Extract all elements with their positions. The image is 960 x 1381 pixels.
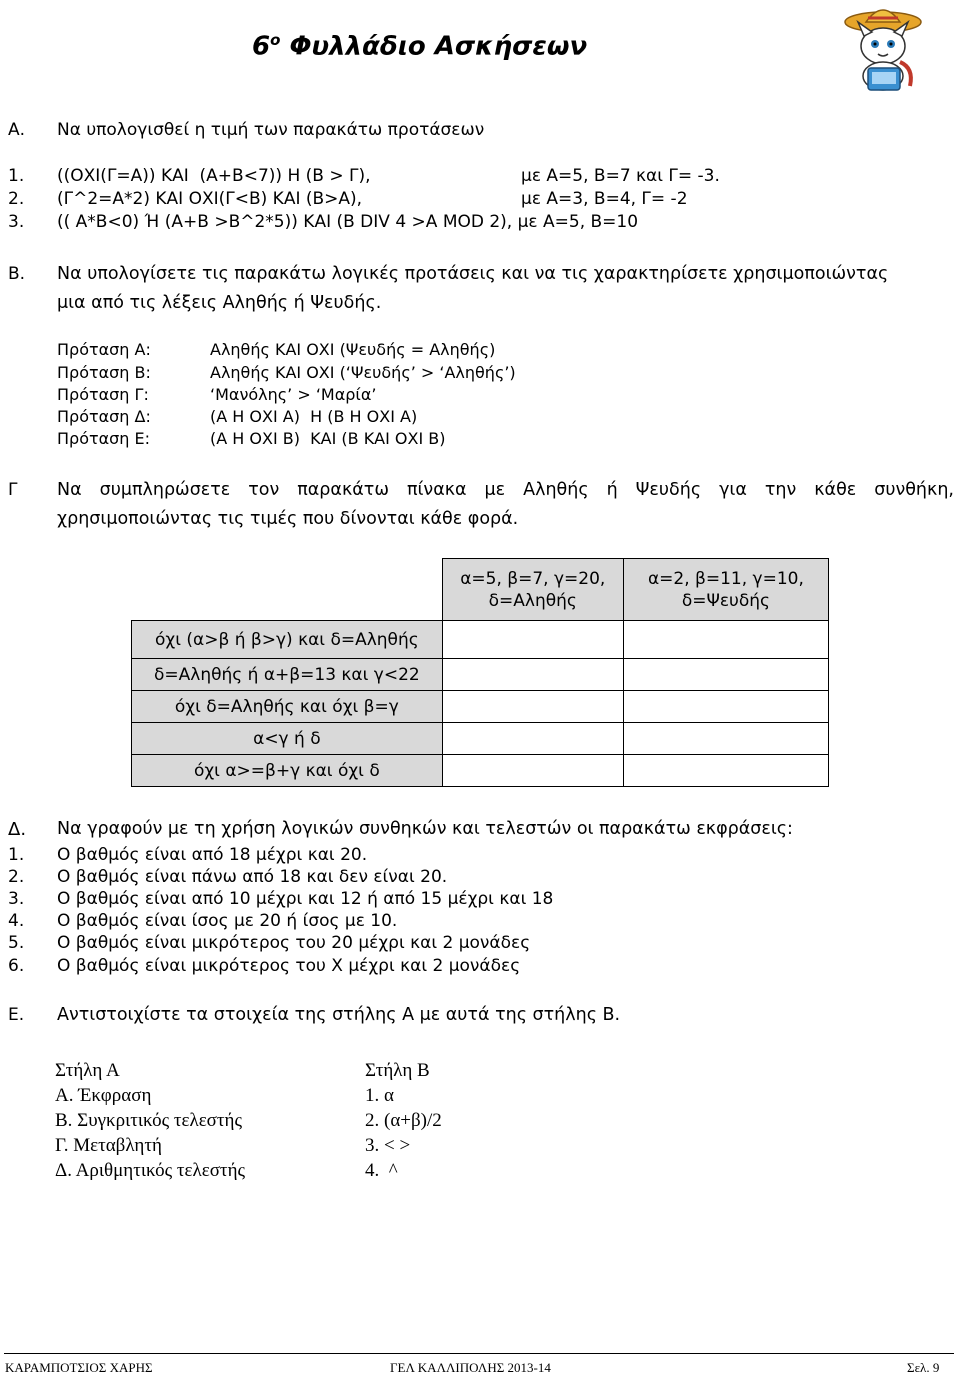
section-a-letter: Α. bbox=[8, 120, 26, 140]
section-d-item-text: Ο βαθμός είναι από 18 μέχρι και 20. bbox=[57, 845, 368, 865]
footer-left: ΚΑΡΑΜΠΟΤΣΙΟΣ ΧΑΡΗΣ bbox=[5, 1360, 153, 1375]
table-row bbox=[132, 691, 829, 723]
proposition-label: Πρόταση Δ: bbox=[57, 407, 151, 426]
column-a-item: Δ. Αριθμητικός τελεστής bbox=[55, 1160, 246, 1181]
section-a-item-expr: ((ΟΧΙ(Γ=Α)) ΚΑΙ (Α+Β<7)) Η (Β > Γ), bbox=[57, 166, 371, 186]
table-row bbox=[132, 755, 829, 787]
table-row-condition: όχι α>=β+γ και όχι δ bbox=[132, 755, 443, 787]
table-answer-cell[interactable] bbox=[442, 755, 623, 787]
section-e-heading: Αντιστοιχίστε τα στοιχεία της στήλης Α με αυτά της στήλης Β. bbox=[57, 1005, 621, 1025]
column-a-title: Στήλη Α bbox=[55, 1060, 120, 1081]
section-d-item-text: Ο βαθμός είναι μικρότερος του Χ μέχρι και 2 μονάδες bbox=[57, 956, 521, 976]
section-a-item-num: 2. bbox=[8, 189, 25, 209]
proposition-label: Πρόταση Γ: bbox=[57, 385, 149, 404]
proposition-expr: (Α Η ΟΧΙ Α) Η (Β Η ΟΧΙ Α) bbox=[210, 407, 418, 426]
table-answer-cell[interactable] bbox=[442, 691, 623, 723]
section-c-heading-line1: Να συμπληρώσετε τον παρακάτω πίνακα με Αληθής ή Ψευδής για την κάθε συνθήκη, bbox=[57, 480, 954, 500]
proposition-label: Πρόταση Α: bbox=[57, 340, 151, 359]
footer-page-number: Σελ. 9 bbox=[907, 1360, 940, 1375]
table-answer-cell[interactable] bbox=[623, 723, 828, 755]
proposition-expr: Αληθής ΚΑΙ ΟΧΙ (Ψευδής = Αληθής) bbox=[210, 340, 496, 359]
section-b-letter: Β. bbox=[8, 264, 26, 284]
table-row-condition: όχι δ=Αληθής και όχι β=γ bbox=[132, 691, 443, 723]
section-c-heading-line2: χρησιμοποιώντας τις τιμές που δίνονται κάθε φορά. bbox=[57, 509, 519, 529]
column-b-title: Στήλη Β bbox=[365, 1060, 430, 1081]
table-row-condition: δ=Αληθής ή α+β=13 και γ<22 bbox=[132, 659, 443, 691]
column-a-item: Β. Συγκριτικός τελεστής bbox=[55, 1110, 243, 1131]
section-a-item-values: με Α=3, Β=4, Γ= -2 bbox=[521, 189, 688, 209]
column-b-item: 2. (α+β)/2 bbox=[365, 1110, 442, 1131]
section-d-item-text: Ο βαθμός είναι μικρότερος του 20 μέχρι και 2 μονάδες bbox=[57, 933, 531, 953]
column-a-item: Α. Έκφραση bbox=[55, 1085, 152, 1106]
truth-table bbox=[131, 558, 829, 787]
table-answer-cell[interactable] bbox=[442, 723, 623, 755]
table-row-condition: α<γ ή δ bbox=[132, 723, 443, 755]
table-column-header: α=2, β=11, γ=10, δ=Ψευδής bbox=[623, 559, 828, 621]
column-a-item: Γ. Μεταβλητή bbox=[55, 1135, 162, 1156]
section-a-item-expr: (Γ^2=Α*2) ΚΑΙ ΟΧΙ(Γ<Β) ΚΑΙ (Β>Α), bbox=[57, 189, 363, 209]
proposition-label: Πρόταση Ε: bbox=[57, 429, 151, 448]
section-d-item-text: Ο βαθμός είναι ίσος με 20 ή ίσος με 10. bbox=[57, 911, 398, 931]
proposition-expr: ‘Μανόλης’ > ‘Μαρία’ bbox=[210, 385, 377, 404]
proposition-label: Πρόταση Β: bbox=[57, 363, 151, 382]
proposition-expr: Αληθής ΚΑΙ ΟΧΙ (‘Ψευδής’ > ‘Αληθής’) bbox=[210, 363, 516, 382]
column-b-item: 3. < > bbox=[365, 1135, 411, 1156]
table-column-header: α=5, β=7, γ=20, δ=Αληθής bbox=[442, 559, 623, 621]
section-c-letter: Γ bbox=[8, 480, 18, 500]
section-d-item-num: 4. bbox=[8, 911, 25, 931]
section-d-item-text: Ο βαθμός είναι από 10 μέχρι και 12 ή από 15 μέχρι και 18 bbox=[57, 889, 554, 909]
table-row bbox=[132, 621, 829, 659]
section-d-item-num: 1. bbox=[8, 845, 25, 865]
section-b-heading-line2: μια από τις λέξεις Αληθής ή Ψευδής. bbox=[57, 293, 382, 313]
section-a-item-num: 3. bbox=[8, 212, 25, 232]
table-answer-cell[interactable] bbox=[623, 691, 828, 723]
section-d-item-num: 6. bbox=[8, 956, 25, 976]
table-corner bbox=[132, 559, 443, 621]
table-row bbox=[132, 723, 829, 755]
section-d-item-text: Ο βαθμός είναι πάνω από 18 και δεν είναι 20. bbox=[57, 867, 448, 887]
page-title: $6^o$ Φυλλάδιο Ασκήσεων bbox=[252, 31, 588, 62]
table-answer-cell[interactable] bbox=[442, 621, 623, 659]
section-d-heading: Να γραφούν με τη χρήση λογικών συνθηκών και τελεστών οι παρακάτω εκφράσεις: bbox=[57, 819, 793, 839]
section-e-letter: Ε. bbox=[8, 1005, 25, 1025]
section-a-item-num: 1. bbox=[8, 166, 25, 186]
footer-center: ΓΕΛ ΚΑΛΛΙΠΟΛΗΣ 2013-14 bbox=[390, 1360, 551, 1375]
table-answer-cell[interactable] bbox=[442, 659, 623, 691]
column-b-item: 4. ^ bbox=[365, 1160, 398, 1181]
section-b-heading-line1: Να υπολογίσετε τις παρακάτω λογικές προτάσεις και να τις χαρακτηρίσετε χρησιμοποιώντας bbox=[57, 264, 889, 284]
table-row-condition: όχι (α>β ή β>γ) και δ=Αληθής bbox=[132, 621, 443, 659]
section-d-item-num: 2. bbox=[8, 867, 25, 887]
section-d-item-num: 3. bbox=[8, 889, 25, 909]
proposition-expr: (Α Η ΟΧΙ Β) ΚΑΙ (Β ΚΑΙ ΟΧΙ Β) bbox=[210, 429, 446, 448]
column-b-item: 1. α bbox=[365, 1085, 394, 1106]
mascot-logo bbox=[838, 2, 928, 98]
table-answer-cell[interactable] bbox=[623, 621, 828, 659]
section-d-letter: Δ. bbox=[8, 819, 27, 840]
section-a-heading: Να υπολογισθεί η τιμή των παρακάτω προτάσεων bbox=[57, 120, 485, 140]
table-row bbox=[132, 659, 829, 691]
table-answer-cell[interactable] bbox=[623, 659, 828, 691]
section-a-item-values: με Α=5, Β=7 και Γ= -3. bbox=[521, 166, 720, 186]
footer-rule bbox=[4, 1353, 954, 1354]
section-a-item-expr: (( Α*Β<0) Ή (Α+Β >Β^2*5)) ΚΑΙ (Β DIV 4 >Α MOD 2), με Α=5, Β=10 bbox=[57, 212, 639, 232]
table-answer-cell[interactable] bbox=[623, 755, 828, 787]
section-d-item-num: 5. bbox=[8, 933, 25, 953]
